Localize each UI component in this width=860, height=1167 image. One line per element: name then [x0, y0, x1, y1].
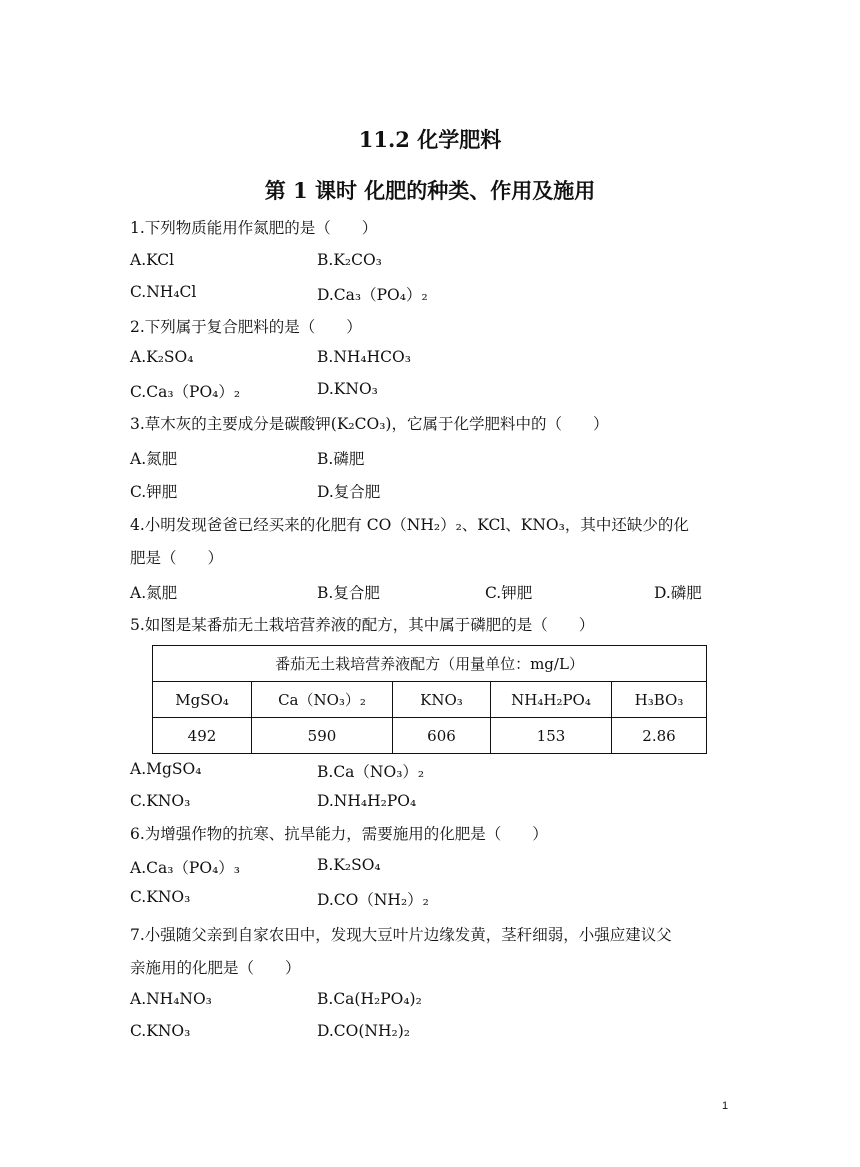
page-number: 1	[722, 1100, 729, 1112]
question-4-option-a: A.氮肥	[130, 584, 178, 602]
table-header-cell: KNO₃	[393, 682, 491, 718]
question-5-option-d: D.NH₄H₂PO₄	[317, 792, 417, 810]
question-1-option-b: B.K₂CO₃	[317, 251, 382, 269]
question-4-option-d: D.磷肥	[654, 584, 702, 602]
question-1-option-c: C.NH₄Cl	[130, 283, 197, 301]
table-header-cell: Ca（NO₃）₂	[252, 682, 393, 718]
question-5-option-a: A.MgSO₄	[130, 760, 202, 778]
question-4-stem-line-1: 4.小明发现爸爸已经买来的化肥有 CO（NH₂）₂、KCl、KNO₃，其中还缺少的化	[130, 516, 689, 534]
table-cell: 492	[153, 718, 252, 754]
question-5-stem: 5.如图是某番茄无土栽培营养液的配方，其中属于磷肥的是（ ）	[130, 616, 595, 634]
table-caption-row	[153, 646, 707, 682]
question-2-option-a: A.K₂SO₄	[130, 348, 194, 366]
question-3-option-b: B.磷肥	[317, 450, 365, 468]
question-3-option-a: A.氮肥	[130, 450, 178, 468]
table-cell: 590	[252, 718, 393, 754]
question-7-stem-line-2: 亲施用的化肥是（ ）	[130, 959, 301, 977]
question-4-stem-line-2: 肥是（ ）	[130, 549, 224, 567]
question-6-option-d: D.CO（NH₂）₂	[317, 891, 429, 909]
lesson-subtitle: 第 1 课时 化肥的种类、作用及施用	[264, 178, 596, 203]
question-6-option-a: A.Ca₃（PO₄）₃	[130, 859, 240, 877]
question-7-option-c: C.KNO₃	[130, 1022, 191, 1040]
question-7-option-b: B.Ca(H₂PO₄)₂	[317, 990, 422, 1008]
question-2-stem: 2.下列属于复合肥料的是（ ）	[130, 318, 362, 336]
question-7-option-d: D.CO(NH₂)₂	[317, 1022, 410, 1040]
table-header-cell: H₃BO₃	[612, 682, 707, 718]
question-4-option-b: B.复合肥	[317, 584, 380, 602]
question-4-option-c: C.钾肥	[485, 584, 533, 602]
question-3-option-d: D.复合肥	[317, 483, 381, 501]
question-2-option-d: D.KNO₃	[317, 380, 378, 398]
question-2-option-b: B.NH₄HCO₃	[317, 348, 411, 366]
table-cell: 606	[393, 718, 491, 754]
question-1-option-d: D.Ca₃（PO₄）₂	[317, 286, 428, 304]
document-title: 11.2 化学肥料	[358, 127, 502, 152]
question-1-stem: 1.下列物质能用作氮肥的是（ ）	[130, 219, 378, 237]
nutrient-formula-table	[152, 645, 707, 754]
question-7-stem-line-1: 7.小强随父亲到自家农田中，发现大豆叶片边缘发黄，茎秆细弱，小强应建议父	[130, 926, 672, 944]
table-row	[153, 718, 707, 754]
question-2-option-c: C.Ca₃（PO₄）₂	[130, 383, 241, 401]
question-6-option-b: B.K₂SO₄	[317, 856, 381, 874]
question-6-stem: 6.为增强作物的抗寒、抗旱能力，需要施用的化肥是（ ）	[130, 825, 548, 843]
table-header-cell: NH₄H₂PO₄	[491, 682, 612, 718]
question-7-option-a: A.NH₄NO₃	[130, 990, 212, 1008]
table-caption: 番茄无土栽培营养液配方（用量单位：mg/L）	[153, 646, 707, 682]
table-cell: 2.86	[612, 718, 707, 754]
question-3-stem: 3.草木灰的主要成分是碳酸钾(K₂CO₃)，它属于化学肥料中的（ ）	[130, 415, 609, 433]
question-1-option-a: A.KCl	[130, 251, 175, 269]
table-cell: 153	[491, 718, 612, 754]
question-6-option-c: C.KNO₃	[130, 888, 191, 906]
table-header-cell: MgSO₄	[153, 682, 252, 718]
question-3-option-c: C.钾肥	[130, 483, 178, 501]
table-header-row	[153, 682, 707, 718]
question-5-option-c: C.KNO₃	[130, 792, 191, 810]
question-5-option-b: B.Ca（NO₃）₂	[317, 763, 425, 781]
